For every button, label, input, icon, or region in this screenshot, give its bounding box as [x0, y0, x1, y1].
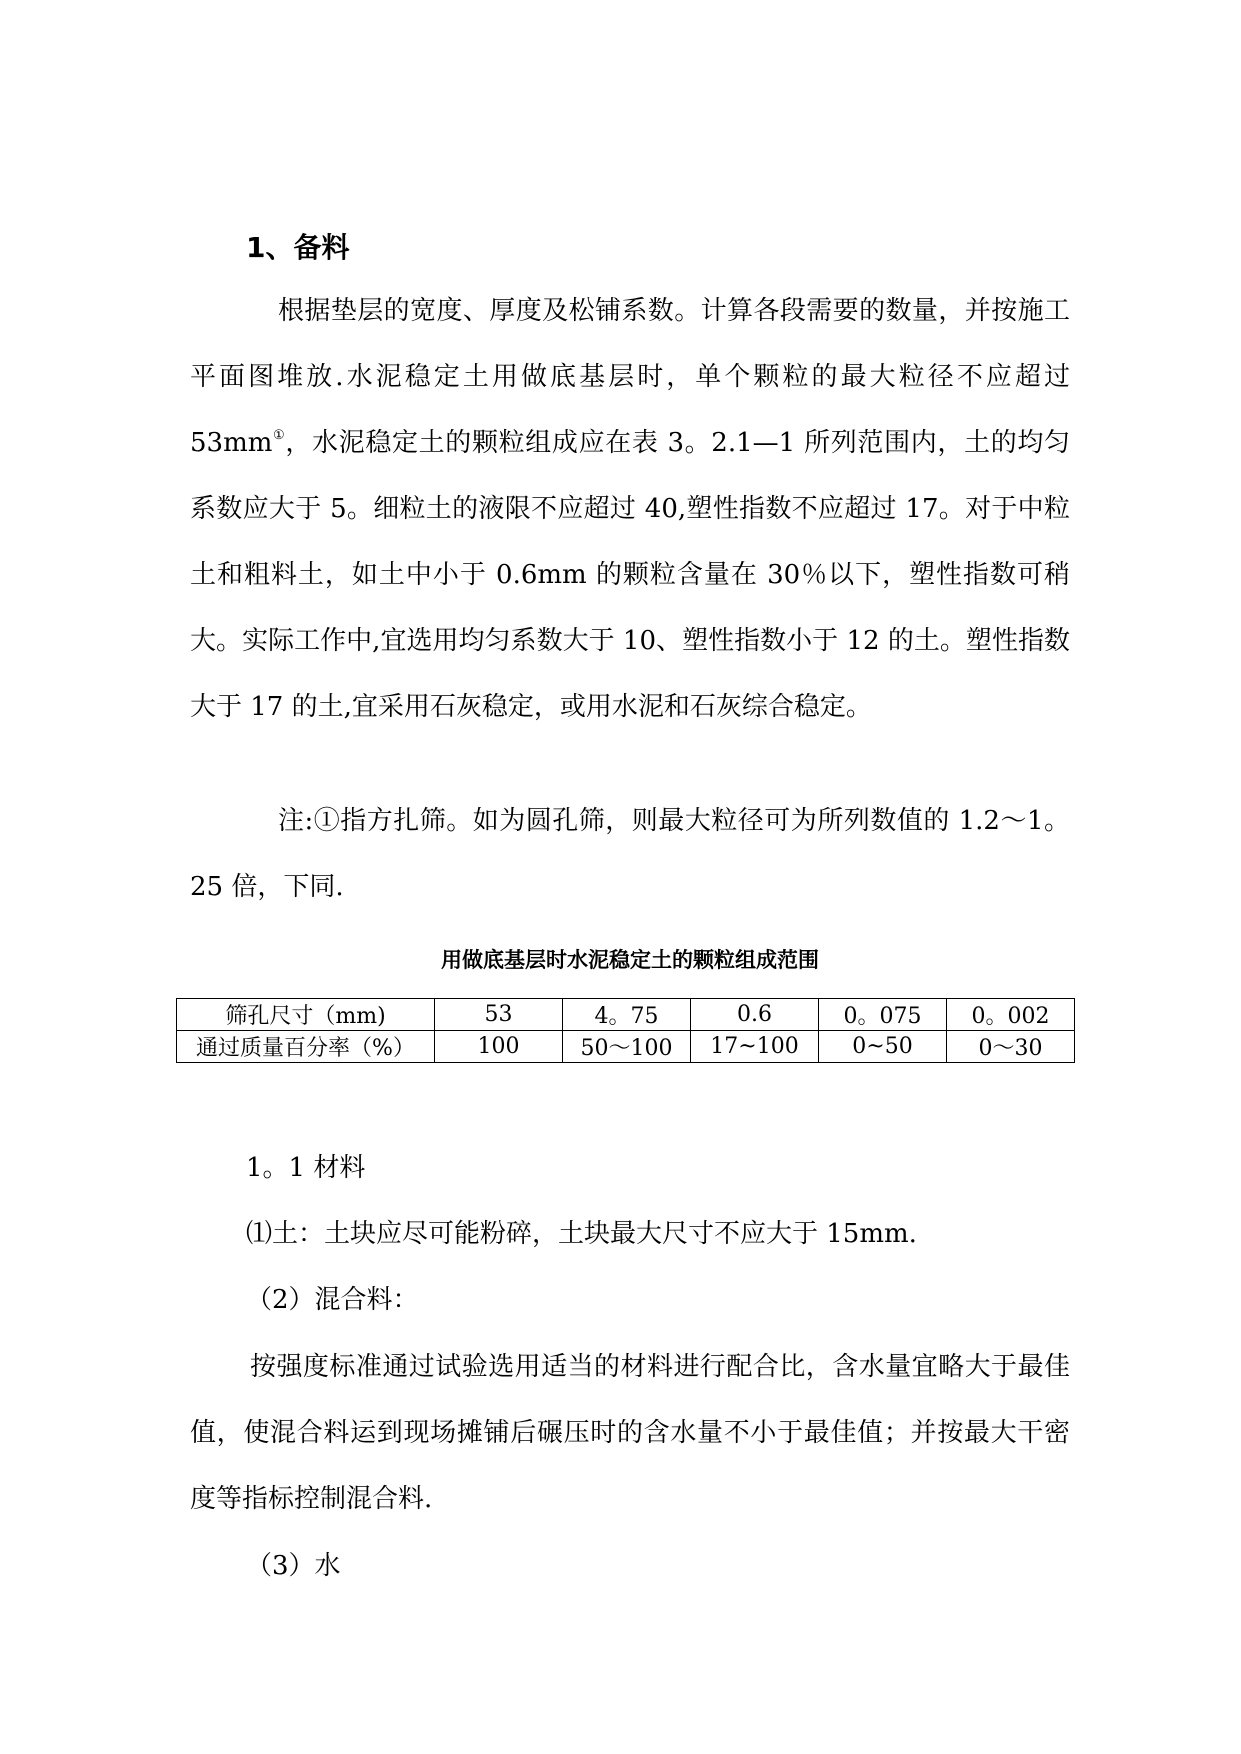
- table-cell: 50～100: [563, 1031, 691, 1063]
- material-item-soil: ⑴土：土块应尽可能粉碎，土块最大尺寸不应大于 15mm.: [246, 1219, 917, 1249]
- table-cell: 17~100: [691, 1031, 819, 1063]
- mixture-description: 按强度标准通过试验选用适当的材料进行配合比，含水量宜略大于最佳值，使混合料运到现场摊铺后碾压时的含水量不小于最佳值；并按最大干密度等指标控制混合料.: [190, 1352, 1070, 1514]
- table-cell: 0。075: [819, 999, 947, 1031]
- table-cell: 0～30: [947, 1031, 1075, 1063]
- paragraph-text-part1: 根据垫层的宽度、厚度及松铺系数。计算各段需要的数量，并按施工平面图堆放.水泥稳定土用做底基层时，单个颗粒的最大粒径不应超过 53mm: [190, 296, 1070, 458]
- grain-composition-table: [176, 998, 1075, 1063]
- section-heading: 1、备料: [246, 231, 350, 264]
- table-cell: 100: [435, 1031, 563, 1063]
- paragraph-material-requirements: [190, 278, 1070, 740]
- table-cell: 0.6: [691, 999, 819, 1031]
- footnote-marker: ①: [272, 428, 286, 443]
- note-paragraph: 注:①指方扎筛。如为圆孔筛，则最大粒径可为所列数值的 1.2～1。25 倍，下同.: [190, 806, 1070, 902]
- table-cell: 通过质量百分率（%）: [177, 1031, 435, 1063]
- table-row: [177, 999, 1075, 1031]
- table-cell: 0~50: [819, 1031, 947, 1063]
- table-cell: 53: [435, 999, 563, 1031]
- material-item-water: （3）水: [246, 1551, 341, 1581]
- paragraph-text-part2: ，水泥稳定土的颗粒组成应在表 3。2.1—1 所列范围内，土的均匀系数应大于 5。细粒土的液限不应超过 40,塑性指数不应超过 17。对于中粒土和粗料土，如土中小于 0.6mm 的颗粒含量在 30％以下，塑性指数可稍大。实际工作中,宜选用均匀系数大于 10、塑性指数小于 12 的土。塑性指数大于 17 的土,宜采用石灰稳定，或用水泥和石灰综合稳定。: [190, 428, 1070, 722]
- table-title: 用做底基层时水泥稳定土的颗粒组成范围: [441, 948, 819, 972]
- material-item-mixture: （2）混合料：: [246, 1285, 419, 1315]
- table-cell: 0。002: [947, 999, 1075, 1031]
- subsection-title: 1。1 材料: [246, 1153, 366, 1183]
- table-cell: 筛孔尺寸（mm): [177, 999, 435, 1031]
- table-cell: 4。75: [563, 999, 691, 1031]
- table-row: [177, 1031, 1075, 1063]
